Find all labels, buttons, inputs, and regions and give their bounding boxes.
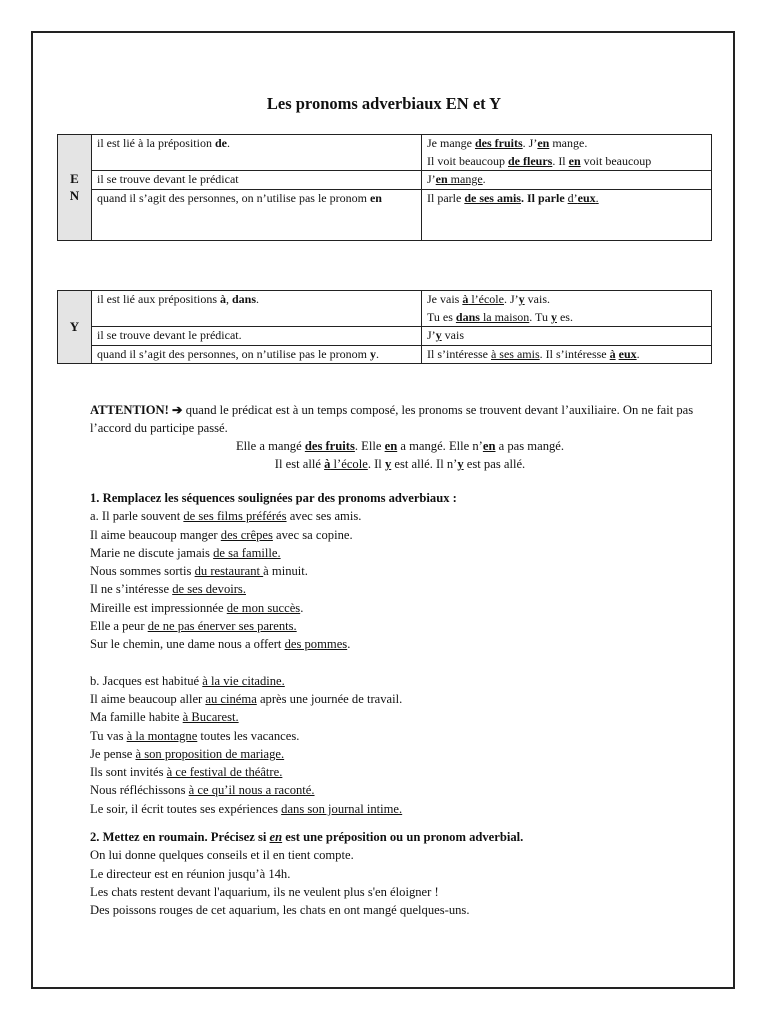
attention-example-2: Il est allé à l’école. Il y est allé. Il n’y est pas allé. — [274, 457, 526, 471]
example-cell: Il s’intéresse à ses amis. Il s’intéresse à eux. — [422, 345, 712, 364]
example-cell: Il parle de ses amis. Il parle d’eux. — [422, 189, 712, 240]
exercise-1 — [90, 489, 710, 818]
table-row — [58, 135, 712, 171]
exercise-line: Je pense à son proposition de mariage. — [90, 746, 285, 761]
exercise-line: a. Il parle souvent de ses films préférés avec ses amis. — [90, 509, 362, 524]
exercise-2 — [90, 828, 710, 919]
exercise-line: Des poissons rouges de cet aquarium, les chats en ont mangé quelques-uns. — [90, 903, 470, 918]
attention-text: ATTENTION! ➔ quand le prédicat est à un temps composé, les pronoms se trouvent devant l’auxiliaire. On ne fait pas l’accord du participe passé. — [90, 403, 694, 435]
table-row — [58, 327, 712, 346]
exercise-line: Nous réfléchissons à ce qu’il nous a raconté. — [90, 783, 315, 798]
en-rules-table — [57, 134, 712, 241]
y-letter-cell: Y — [58, 291, 92, 364]
exercise-line: Tu vas à la montagne toutes les vacances. — [90, 728, 300, 743]
table-row — [58, 171, 712, 190]
exercise-line: Nous sommes sortis du restaurant à minuit. — [90, 564, 308, 579]
exercise-line: Les chats restent devant l'aquarium, ils ne veulent plus s'en éloigner ! — [90, 884, 439, 899]
arrow-right-icon: ➔ — [172, 403, 183, 417]
exercise-line: Le soir, il écrit toutes ses expériences dans son journal intime. — [90, 801, 403, 816]
example-cell: J’en mange. — [422, 171, 712, 190]
exercise-line: Il aime beaucoup aller au cinéma après une journée de travail. — [90, 691, 403, 706]
exercise-1-heading: 1. Remplacez les séquences soulignées par des pronoms adverbiaux : — [90, 491, 457, 505]
example-cell: Je mange des fruits. J’en mange. Il voit beaucoup de fleurs. Il en voit beaucoup — [422, 135, 712, 171]
exercise-line: Il ne s’intéresse de ses devoirs. — [90, 582, 246, 597]
exercise-line: Mireille est impressionnée de mon succès. — [90, 600, 304, 615]
rule-cell: quand il s’agit des personnes, on n’utilise pas le pronom y. — [92, 345, 422, 364]
rule-cell: quand il s’agit des personnes, on n’utilise pas le pronom en — [92, 189, 422, 240]
example-cell: Je vais à l’école. J’y vais. Tu es dans la maison. Tu y es. — [422, 291, 712, 327]
rule-cell: il se trouve devant le prédicat — [92, 171, 422, 190]
exercise-line: Le directeur est en réunion jusqu’à 14h. — [90, 866, 291, 881]
page-title: Les pronoms adverbiaux EN et Y — [266, 94, 502, 113]
exercise-line: b. Jacques est habitué à la vie citadine. — [90, 673, 285, 688]
rule-cell: il se trouve devant le prédicat. — [92, 327, 422, 346]
y-rules-table — [57, 290, 712, 364]
exercise-line: Ils sont invités à ce festival de théâtre. — [90, 765, 283, 780]
exercise-line: Sur le chemin, une dame nous a offert des pommes. — [90, 637, 351, 652]
exercise-line: Ma famille habite à Bucarest. — [90, 710, 239, 725]
exercise-line: Marie ne discute jamais de sa famille. — [90, 545, 281, 560]
attention-note — [90, 401, 710, 473]
exercise-2-heading: 2. Mettez en roumain. Précisez si en est une préposition ou un pronom adverbial. — [90, 830, 524, 844]
table-row — [58, 189, 712, 240]
attention-example-1: Elle a mangé des fruits. Elle en a mangé. Elle n’en a pas mangé. — [235, 439, 565, 453]
rule-cell: il est lié aux prépositions à, dans. — [92, 291, 422, 327]
exercise-line: Il aime beaucoup manger des crêpes avec sa copine. — [90, 527, 353, 542]
exercise-line: On lui donne quelques conseils et il en tient compte. — [90, 848, 354, 863]
example-cell: J’y vais — [422, 327, 712, 346]
table-row — [58, 291, 712, 327]
en-letter-cell: E N — [58, 135, 92, 241]
rule-cell: il est lié à la préposition de. — [92, 135, 422, 171]
table-row — [58, 345, 712, 364]
exercise-line: Elle a peur de ne pas énerver ses parents. — [90, 619, 297, 634]
